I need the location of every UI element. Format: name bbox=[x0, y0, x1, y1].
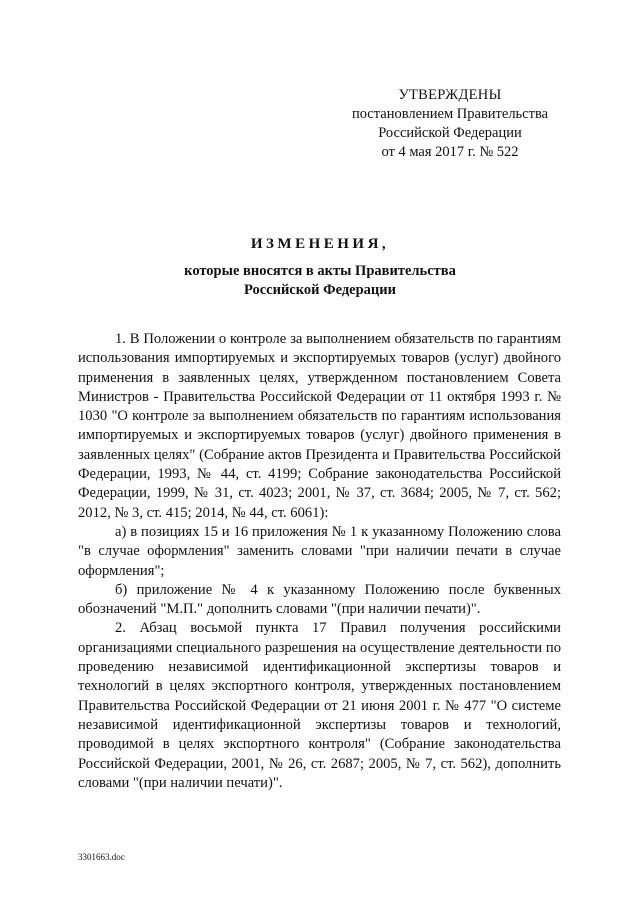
subtitle-line-2: Российской Федерации bbox=[243, 282, 396, 298]
approval-line-1: постановлением Правительства bbox=[351, 106, 549, 122]
paragraph-2: 2. Абзац восьмой пункта 17 Правил получения российскими организациями специального разрешения на осуществление деятельности по проведению независимой идентификационной экспертизы товаров и технологий в целях экспортного контроля, утвержденных постановлением Правительства Российской Федерации от 21 июня 2001 г. № 477 "О системе независимой идентификационной экспертизы товаров и технологий, проводимой в целях экспортного контроля" (Собрание законодательства Российской Федерации, 2001, № 26, ст. 2687; 2005, № 7, ст. 562), дополнить словами "(при наличии печати)". bbox=[78, 620, 561, 791]
footer-filename: 3301663.doc bbox=[78, 852, 125, 862]
document-subtitle bbox=[80, 262, 560, 300]
document-title: ИЗМЕНЕНИЯ, bbox=[250, 236, 390, 252]
approval-block bbox=[340, 86, 560, 162]
document-body bbox=[78, 330, 561, 793]
paragraph-1: 1. В Положении о контроле за выполнением обязательств по гарантиям использования импортируемых и экспортируемых товаров (услуг) двойного применения в заявленных целях, утвержденном постановлением Совета Министров - Правительства Российской Федерации от 11 октября 1993 г. № 1030 "О контроле за выполнением обязательств по гарантиям использования импортируемых и экспортируемых товаров (услуг) двойного применения в заявленных целях" (Собрание актов Президента и Правительства Российской Федерации, 1993, № 44, ст. 4199; Собрание законодательства Российской Федерации, 1999, № 31, ст. 4023; 2001, № 37, ст. 3684; 2005, № 7, ст. 562; 2012, № 3, ст. 415; 2014, № 44, ст. 6061): bbox=[78, 331, 561, 521]
approval-line-2: Российской Федерации bbox=[378, 125, 522, 141]
paragraph-1a: а) в позициях 15 и 16 приложения № 1 к указанному Положению слова "в случае оформления" заменить словами "при наличии печати в случае оформления"; bbox=[78, 523, 561, 579]
subtitle-line-1: которые вносятся в акты Правительства bbox=[184, 263, 456, 279]
approval-heading: УТВЕРЖДЕНЫ bbox=[398, 87, 502, 103]
approval-line-3: от 4 мая 2017 г. № 522 bbox=[381, 144, 519, 160]
paragraph-1b: б) приложение № 4 к указанному Положению после буквенных обозначений "М.П." дополнить словами "(при наличии печати)". bbox=[78, 581, 561, 618]
